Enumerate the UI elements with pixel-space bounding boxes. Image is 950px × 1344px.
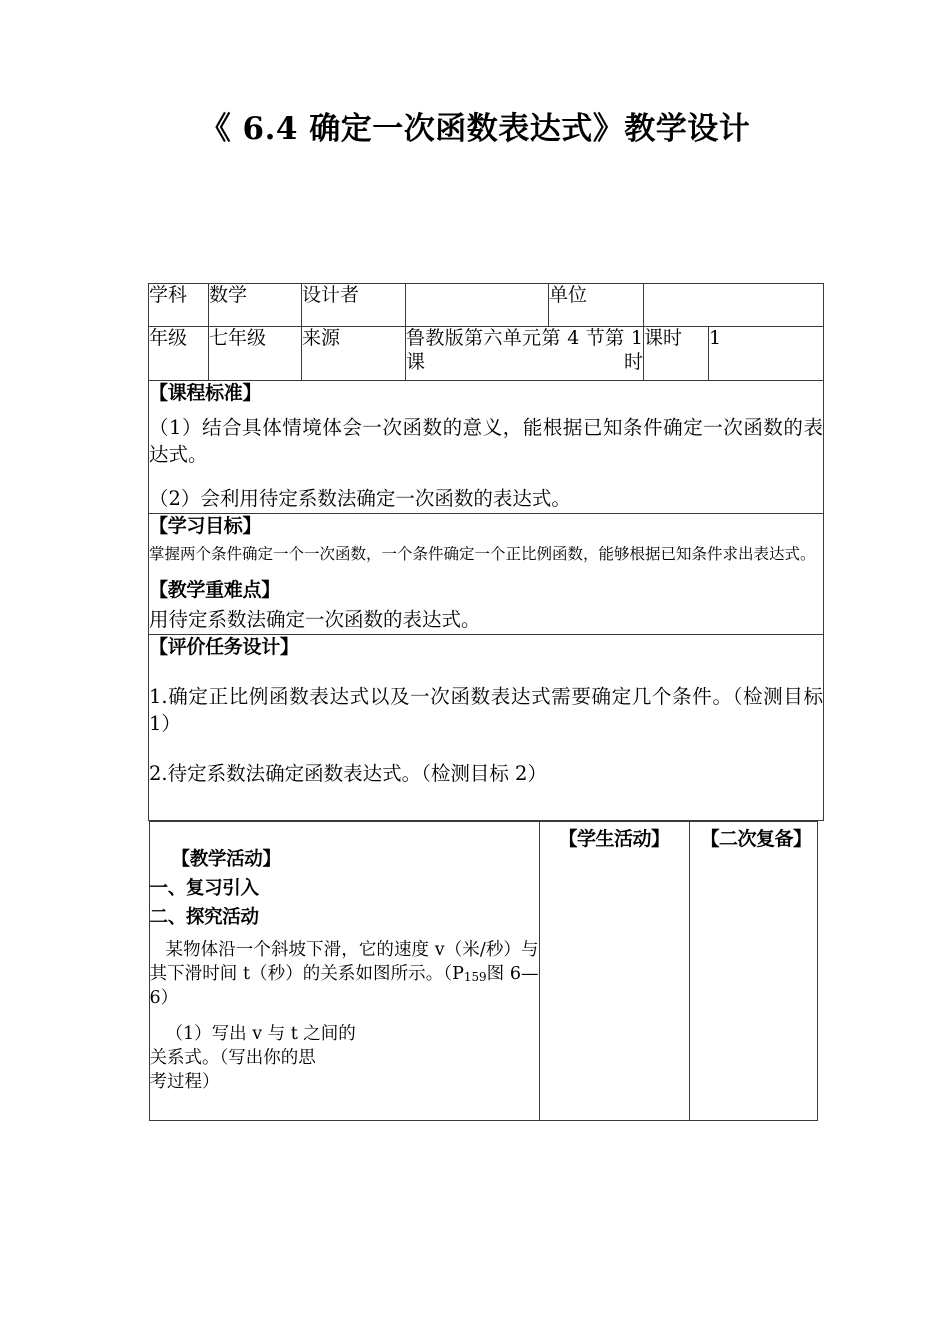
heading-learning-goals: 【学习目标】 [149,514,262,537]
teaching-step-2: 二、探究活动 [149,906,259,928]
learning-goals-body: 掌握两个条件确定一个一次函数，一个条件确定一个正比例函数，能够根据已知条件求出表达式。 [149,545,816,564]
cell-label-source: 来源 [302,327,406,381]
cell-value-subject: 数学 [209,284,302,327]
teaching-problem-statement [150,939,539,1011]
cell-evaluation-tasks [149,635,824,821]
table-row-curriculum-standard [149,381,824,514]
cell-revision [689,821,817,1120]
cell-student-activity [539,821,689,1120]
cell-value-source: 鲁教版第六单元第 4 节第 1 课时 [406,327,644,381]
cell-goals-and-difficulties [149,513,824,634]
table-row-activity-container [149,820,824,1121]
cell-teaching-activity [149,821,539,1120]
page-title: 《 6.4 确定一次函数表达式》教学设计 [199,111,751,147]
question-1-line-3: 考过程） [149,1071,220,1092]
cell-curriculum-standard [149,381,824,514]
cell-value-grade: 七年级 [209,327,302,381]
column-header-revision: 【二次复备】 [700,827,812,850]
column-header-student-activity: 【学生活动】 [558,827,670,850]
teaching-question-1 [150,1023,539,1095]
table-row-subject [149,284,824,327]
problem-page-subscript: 159 [463,970,487,984]
curriculum-standard-item-1: （1）结合具体情境体会一次函数的意义，能根据已知条件确定一次函数的表达式。 [149,415,823,467]
cell-value-periods: 1 [709,327,824,381]
problem-text-tail: 图 6—6） [149,963,539,1008]
lesson-plan-table [148,283,824,1121]
heading-evaluation-tasks: 【评价任务设计】 [149,636,299,659]
heading-key-difficulties: 【教学重难点】 [149,578,280,601]
evaluation-task-item-2: 2.待定系数法确定函数表达式。（检测目标 2） [149,762,547,786]
cell-label-grade: 年级 [149,327,209,381]
activity-table-row [149,821,817,1120]
question-1-line-1: （1）写出 v 与 t 之间的 [165,1023,356,1044]
evaluation-task-item-1: 1.确定正比例函数表达式以及一次函数表达式需要确定几个条件。（检测目标 1） [149,684,823,736]
key-difficulties-body: 用待定系数法确定一次函数的表达式。 [149,608,481,632]
cell-activity-container [149,820,824,1121]
table-row-goals-and-difficulties [149,513,824,634]
cell-label-unit: 单位 [549,284,644,327]
curriculum-standard-item-2: （2）会利用待定系数法确定一次函数的表达式。 [149,487,571,511]
activity-table [149,821,818,1121]
table-row-grade [149,327,824,381]
question-1-line-2: 关系式。（写出你的思 [149,1047,316,1068]
cell-value-designer [406,284,549,327]
teaching-step-1: 一、复习引入 [149,877,259,899]
cell-label-subject: 学科 [149,284,209,327]
heading-teaching-activity: 【教学活动】 [171,848,281,870]
problem-text: 某物体沿一个斜坡下滑，它的速度 v（米/秒）与其下滑时间 t（秒）的关系如图所示。（P [149,939,539,984]
cell-value-unit [644,284,824,327]
heading-curriculum-standard: 【课程标准】 [149,382,262,404]
cell-label-designer: 设计者 [302,284,406,327]
cell-label-periods: 课时 [644,327,709,381]
table-row-evaluation-tasks [149,635,824,821]
